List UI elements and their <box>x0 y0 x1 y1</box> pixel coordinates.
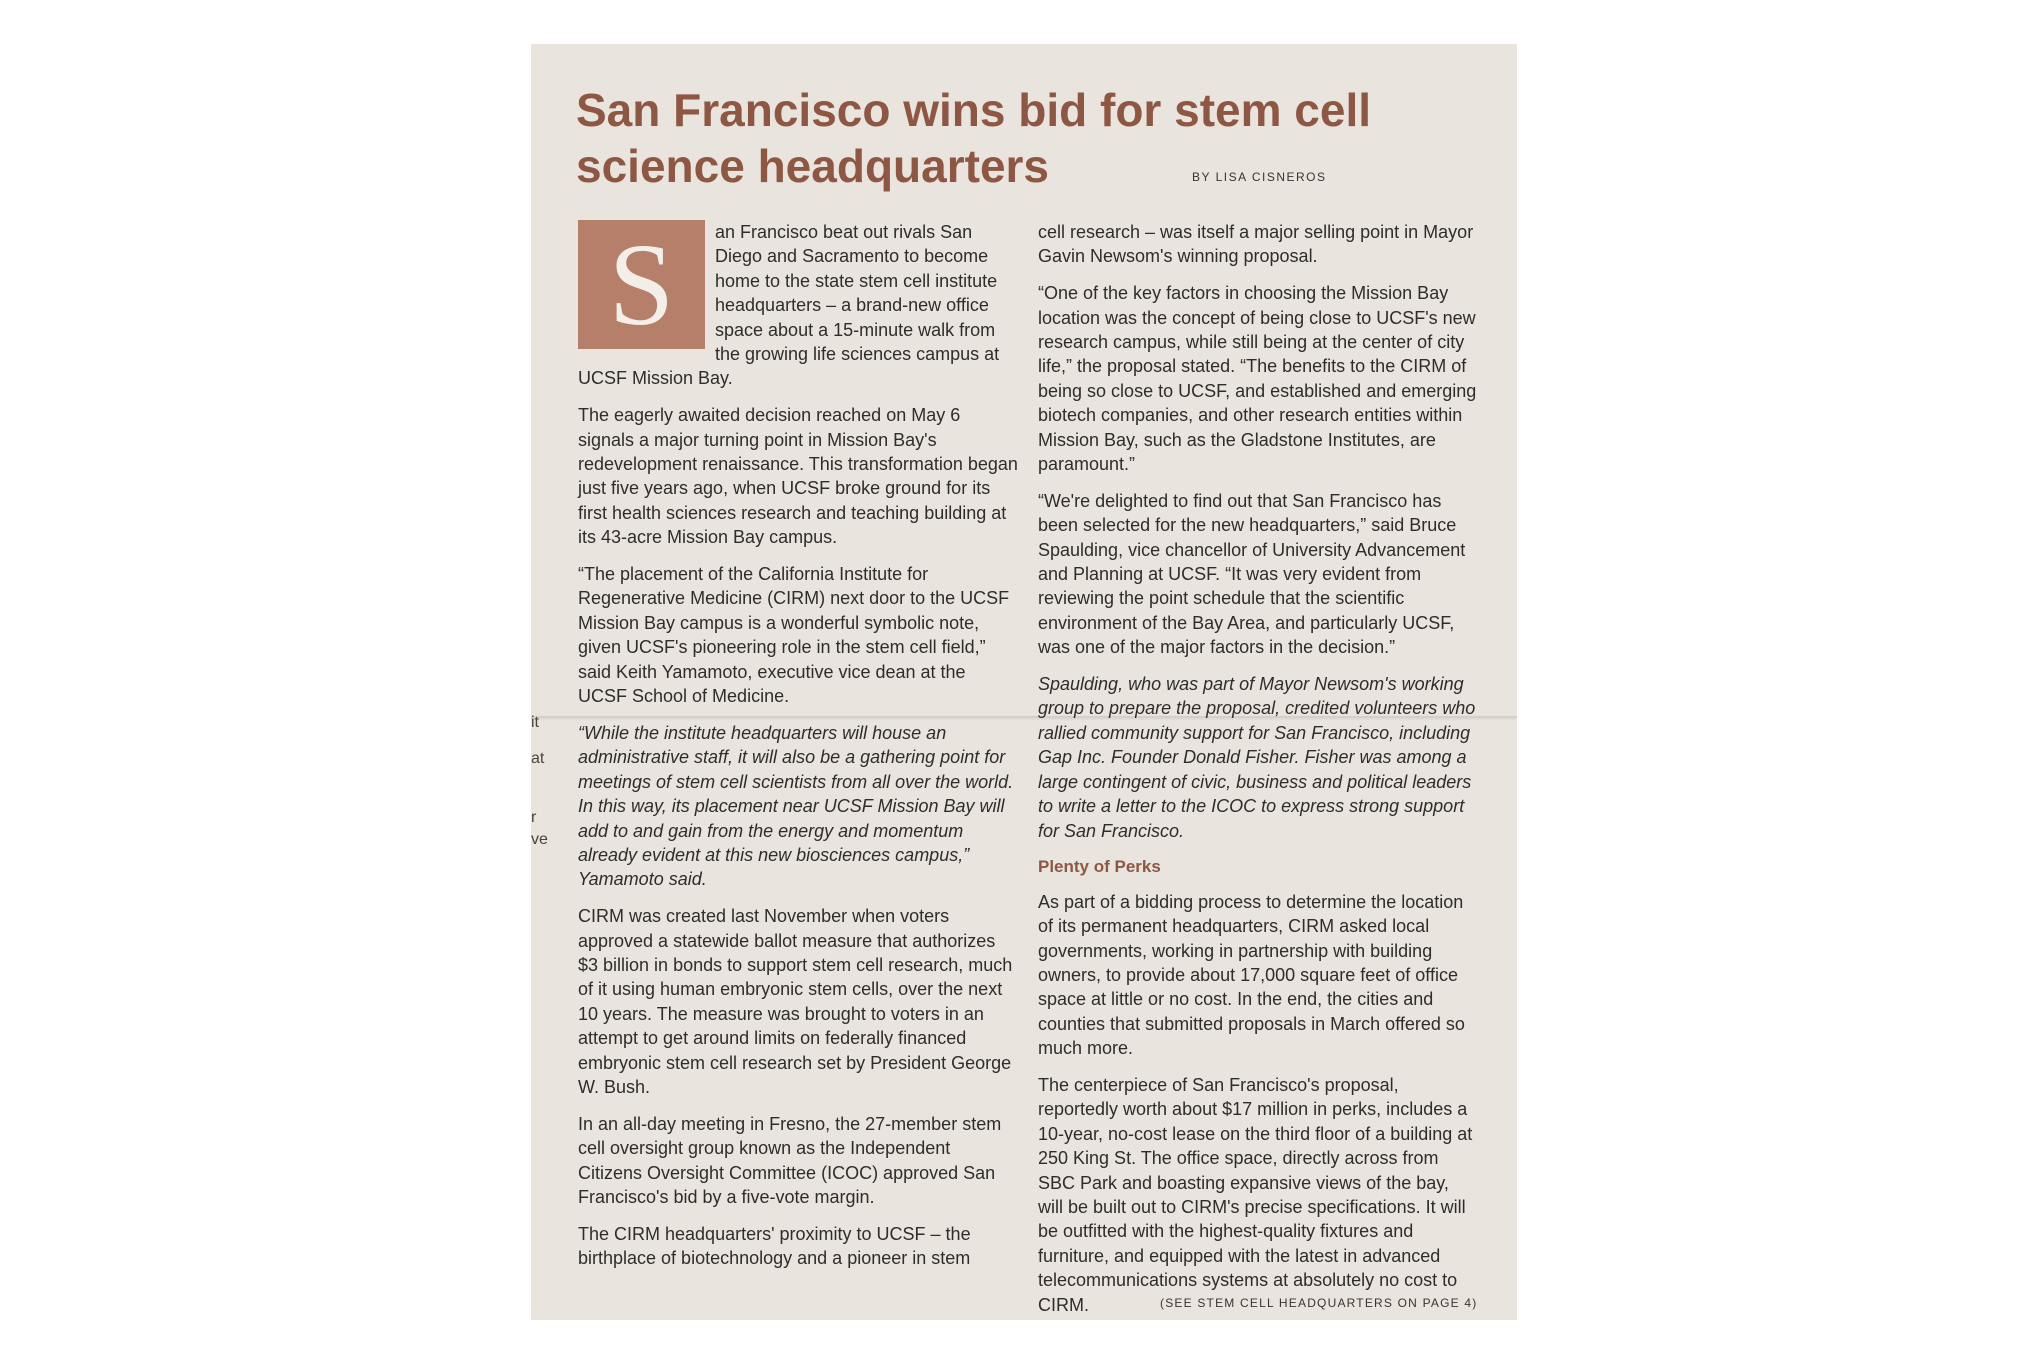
edge-fragment: ve <box>531 831 548 848</box>
paragraph: Spaulding, who was part of Mayor Newsom's working group to prepare the proposal, credited volunteers who rallied community support for San Francisco, including Gap Inc. Founder Donald Fisher. Fisher was among a large contingent of civic, business and political leaders to write a letter to the ICOC to express strong support for San Francisco. <box>1038 674 1476 841</box>
paragraph: The CIRM headquarters' proximity to UCSF – the birthplace of biotechnology and a pioneer in stem <box>578 1223 971 1269</box>
edge-fragment: r <box>531 809 537 826</box>
paragraph: “The placement of the California Institute for Regenerative Medicine (CIRM) next door to the UCSF Mission Bay campus is a wonderful symbolic note, given UCSF's pioneering role in the stem cell field,” said Keith Yamamoto, executive vice dean at the UCSF School of Medicine. <box>578 564 1010 707</box>
article-byline: BY LISA CISNEROS <box>1192 170 1327 184</box>
paragraph: The centerpiece of San Francisco's proposal, reportedly worth about $17 million in perks, includes a 10-year, no-cost lease on the third floor of a building at 250 King St. The office space, directly across from SBC Park and boasting expansive views of the bay, will be built out to CIRM's precise specifications. It will be outfitted with the highest-quality fixtures and furniture, and equipped with the latest in advanced telecommunications systems at absolutely no cost to CIRM. <box>1038 1074 1473 1315</box>
paragraph: “While the institute headquarters will house an administrative staff, it will also be a gathering point for meetings of stem cell scientists from all over the world. In this way, its placement near UCSF Mission Bay will add to and gain from the energy and momentum already evident at this new biosciences campus,” Yamamoto said. <box>578 722 1014 890</box>
paragraph: cell research – was itself a major selling point in Mayor Gavin Newsom's winning proposal. <box>1038 222 1474 267</box>
section-subhead: Plenty of Perks <box>1038 857 1161 877</box>
paragraph: As part of a bidding process to determine the location of its permanent headquarters, CIRM asked local governments, working in partnership with building owners, to provide about 17,000 square feet of office space at little or no cost. In the end, the cities and counties that submitted proposals in March offered so much more. <box>1038 891 1465 1059</box>
newspaper-clipping <box>531 44 1517 1320</box>
paragraph-text: an Francisco beat out rivals San Diego and Sacramento to become home to the state stem cell institute headquarters – a brand-new office space about a 15-minute walk from the growing life sciences campus at UCSF Mission Bay. <box>578 222 1000 389</box>
edge-fragment: at <box>531 750 545 767</box>
edge-fragment: it <box>531 714 539 731</box>
article-headline: San Francisco wins bid for stem cell science headquarters <box>576 84 1372 192</box>
paragraph: CIRM was created last November when voters approved a statewide ballot measure that authorizes $3 billion in bonds to support stem cell research, much of it using human embryonic stem cells, over the next 10 years. The measure was brought to voters in an attempt to get around limits on federally financed embryonic stem cell research set by President George W. Bush. <box>578 906 1013 1097</box>
continuation-note: (SEE STEM CELL HEADQUARTERS ON PAGE 4) <box>1160 1296 1478 1310</box>
paragraph: “We're delighted to find out that San Francisco has been selected for the new headquarters,” said Bruce Spaulding, vice chancellor of University Advancement and Planning at UCSF. “It was very evident from reviewing the point schedule that the scientific environment of the Bay Area, and particularly UCSF, was one of the major factors in the decision.” <box>1038 490 1466 658</box>
paragraph: The eagerly awaited decision reached on May 6 signals a major turning point in Mission Bay's redevelopment renaissance. This transformation began just five years ago, when UCSF broke ground for its first health sciences research and teaching building at its 43-acre Mission Bay campus. <box>578 405 1018 548</box>
drop-cap: S <box>578 220 705 349</box>
paragraph: In an all-day meeting in Fresno, the 27-member stem cell oversight group known as the Independent Citizens Oversight Committee (ICOC) approved San Francisco's bid by a five-vote margin. <box>578 1113 1002 1207</box>
paragraph: “One of the key factors in choosing the Mission Bay location was the concept of being close to UCSF's new research campus, while still being at the center of city life,” the proposal stated. “The benefits to the CIRM of being so close to UCSF, and established and emerging biotech companies, and other research entities within Mission Bay, such as the Gladstone Institutes, are paramount.” <box>1038 283 1477 475</box>
paragraph <box>578 220 1018 391</box>
right-column <box>1038 220 1478 1320</box>
left-column <box>578 220 1018 1283</box>
